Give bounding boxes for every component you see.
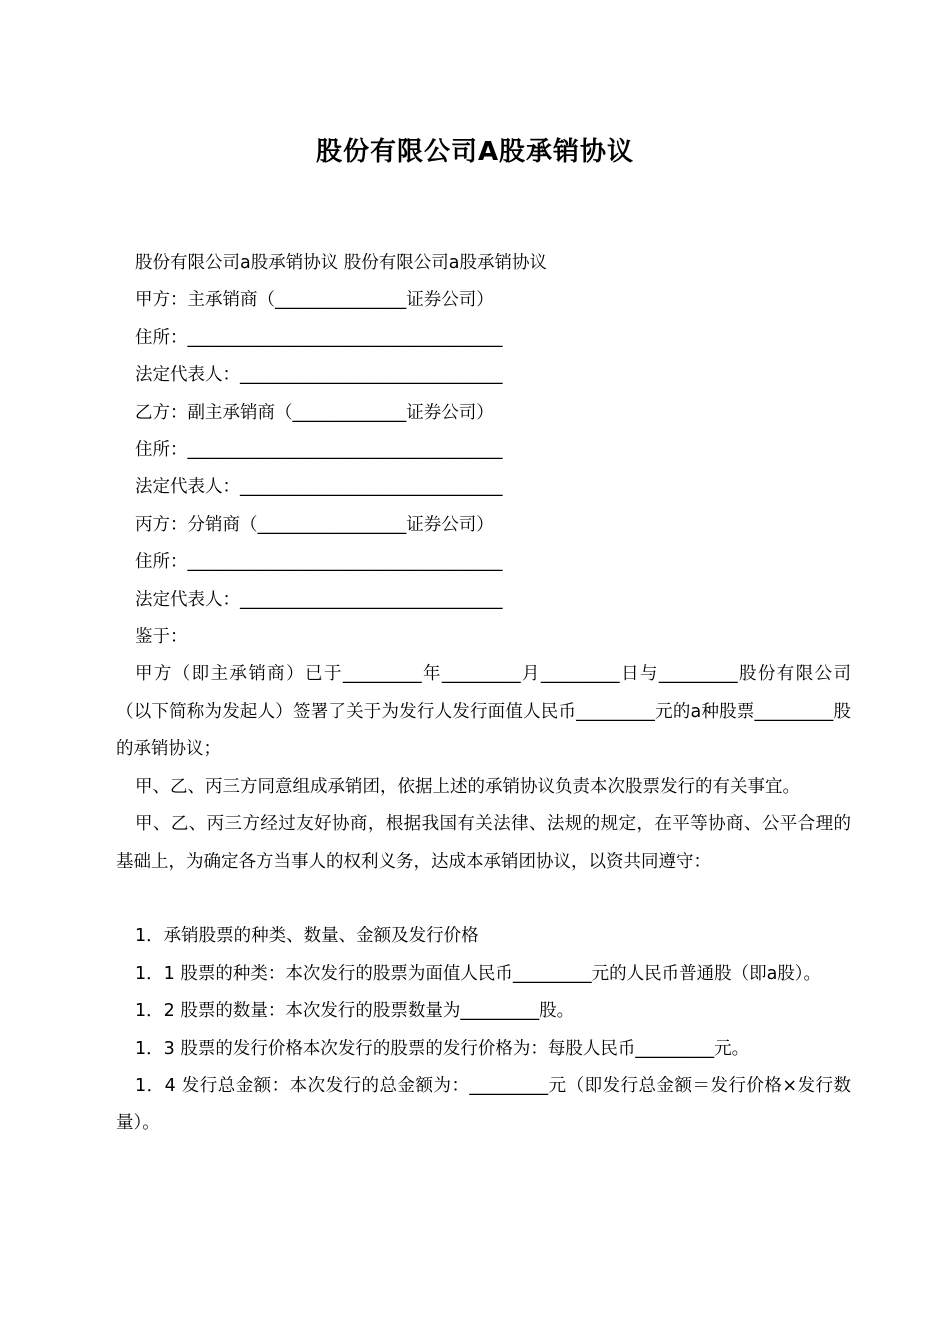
clause-1-4: 1．4 发行总金额：本次发行的总金额为：_________元（即发行总金额＝发行价格×发行数量）。	[116, 1075, 851, 1134]
party-c-line: 丙方：分销商（_________________证券公司）	[135, 514, 494, 535]
party-c-representative: 法定代表人：______________________________	[135, 589, 503, 610]
party-b-address: 住所：____________________________________	[135, 440, 503, 461]
whereas-paragraph-1: 甲方（即主承销商）已于_________年_________月_________日与_________股份有限公司（以下简称为发起人）签署了关于为发行人发行面值人民币_________元的a种股票_________股的承销协议；	[116, 664, 851, 760]
party-b-representative: 法定代表人：______________________________	[135, 477, 503, 498]
party-c-address: 住所：____________________________________	[135, 552, 503, 573]
clause-1-1: 1．1 股票的种类：本次发行的股票为面值人民币_________元的人民币普通股（即a股）。	[135, 963, 822, 984]
whereas-heading: 鉴于：	[135, 627, 188, 648]
clause-1-2: 1．2 股票的数量：本次发行的股票数量为_________股。	[135, 1001, 575, 1022]
subtitle-line: 股份有限公司a股承销协议 股份有限公司a股承销协议	[135, 253, 548, 273]
blank-line	[116, 881, 851, 918]
document-title: 股份有限公司A股承销协议	[315, 137, 635, 167]
party-b-line: 乙方：副主承销商（_____________证券公司）	[135, 402, 494, 423]
whereas-paragraph-3: 甲、乙、丙三方经过友好协商，根据我国有关法律、法规的规定，在平等协商、公平合理的基础上，为确定各方当事人的权利义务，达成本承销团协议，以资共同遵守：	[116, 814, 851, 872]
whereas-paragraph-2: 甲、乙、丙三方同意组成承销团，依据上述的承销协议负责本次股票发行的有关事宜。	[135, 776, 800, 797]
party-a-address: 住所：____________________________________	[135, 327, 503, 348]
party-a-representative: 法定代表人：______________________________	[135, 365, 503, 386]
party-a-line: 甲方：主承销商（_______________证券公司）	[135, 290, 494, 311]
section-1-heading: 1．承销股票的种类、数量、金额及发行价格	[135, 926, 479, 947]
clause-1-3: 1．3 股票的发行价格本次发行的股票的发行价格为：每股人民币_________元。	[135, 1038, 750, 1059]
document-body	[116, 245, 851, 1143]
